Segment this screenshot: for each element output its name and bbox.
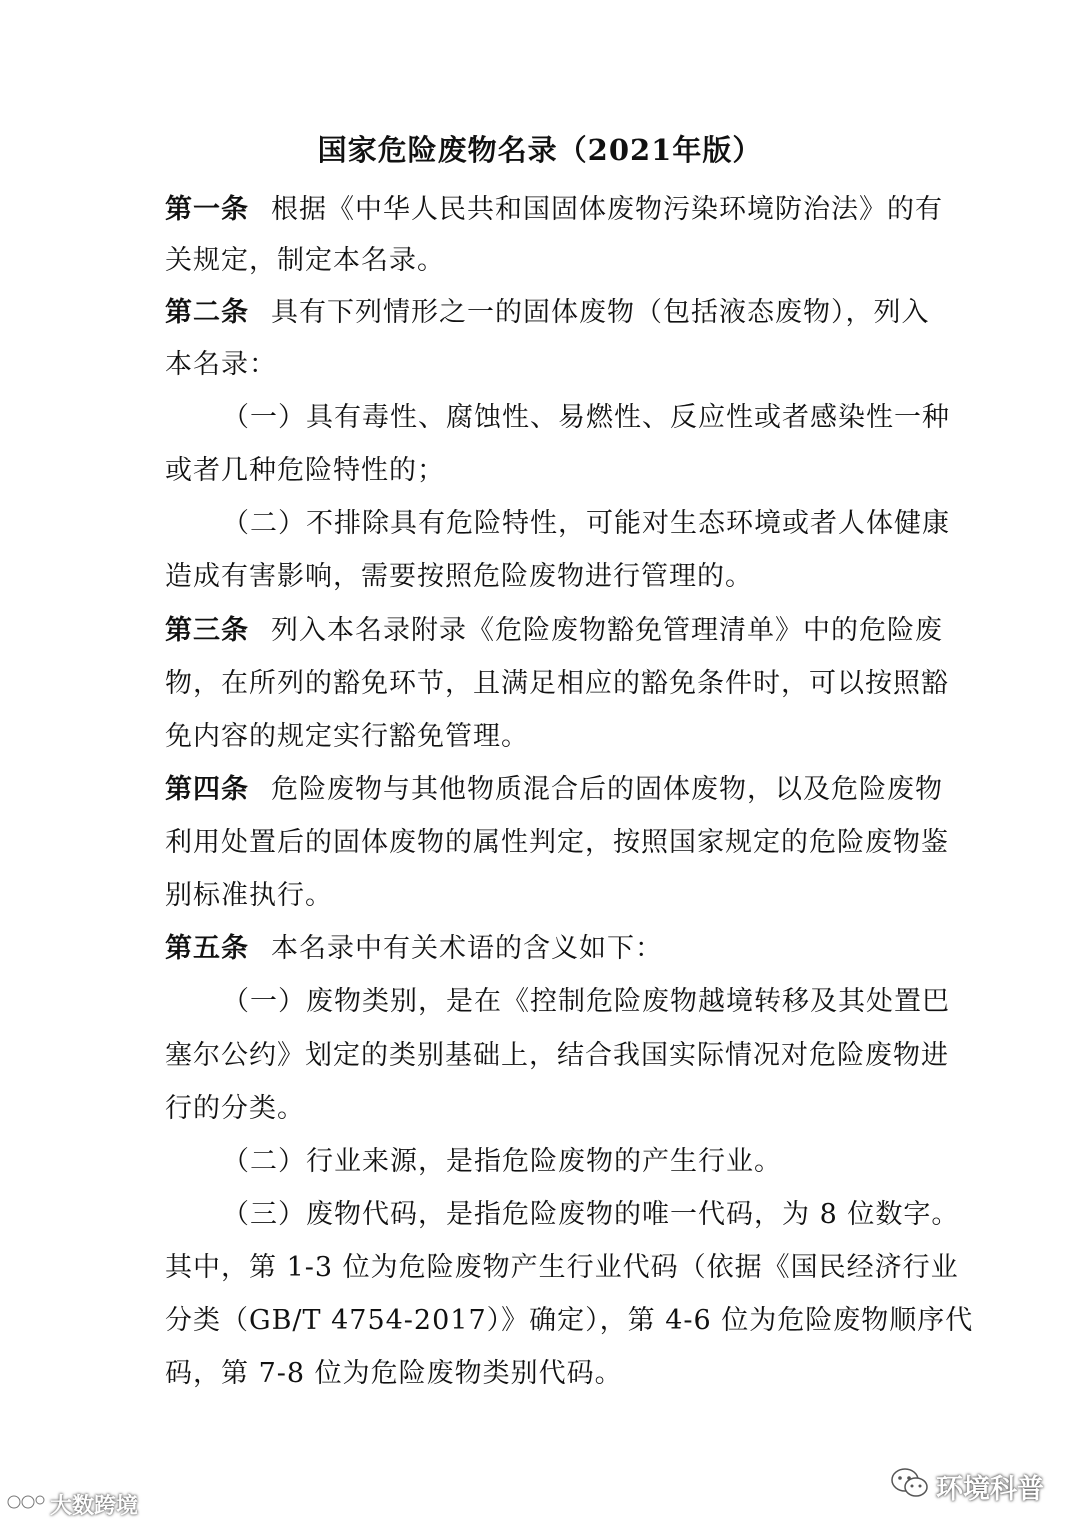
watermark-right [890, 1466, 1044, 1506]
article5-item1-line2: 塞尔公约》划定的类别基础上，结合我国实际情况对危险废物进 [165, 1040, 949, 1071]
article5-text1: 本名录中有关术语的含义如下： [271, 933, 663, 964]
article1-text1: 根据《中华人民共和国固体废物污染环境防治法》的有 [271, 194, 943, 225]
article2-text1: 具有下列情形之一的固体废物（包括液态废物），列入 [271, 297, 930, 328]
article5-label: 第五条 [165, 933, 249, 964]
article4-text1: 危险废物与其他物质混合后的固体废物，以及危险废物 [271, 774, 943, 805]
article1-label: 第一条 [165, 194, 249, 225]
watermark-left-text: 大数跨境 [50, 1493, 139, 1519]
article5-item1-line3: 行的分类。 [165, 1093, 305, 1124]
document-title: 国家危险废物名录（2021年版） [317, 133, 763, 167]
article2-item2-line2: 造成有害影响，需要按照危险废物进行管理的。 [165, 561, 753, 592]
article1-line1 [165, 190, 943, 230]
article5-item3-line1: （三）废物代码，是指危险废物的唯一代码，为 8 位数字。 [222, 1199, 960, 1230]
article5-line1 [165, 929, 663, 969]
article3-label: 第三条 [165, 615, 249, 646]
article1-text2: 关规定，制定本名录。 [165, 245, 445, 276]
article4-line1 [165, 770, 943, 810]
article5-item1-line1: （一）废物类别，是在《控制危险废物越境转移及其处置巴 [222, 986, 950, 1017]
logo-icon [6, 1488, 46, 1520]
article2-label: 第二条 [165, 297, 249, 328]
article2-item1-line1: （一）具有毒性、腐蚀性、易燃性、反应性或者感染性一种 [222, 402, 950, 433]
wechat-icon [890, 1466, 930, 1507]
article5-item2-line1: （二）行业来源，是指危险废物的产生行业。 [222, 1146, 782, 1177]
article5-item3-line3: 分类（GB/T 4754-2017）》确定），第 4-6 位为危险废物顺序代 [165, 1305, 974, 1336]
watermark-right-text: 环境科普 [936, 1473, 1044, 1505]
article2-item1-line2: 或者几种危险特性的； [165, 455, 445, 486]
article2-text2: 本名录： [165, 349, 277, 380]
article4-text3: 别标准执行。 [165, 880, 333, 911]
article4-text2: 利用处置后的固体废物的属性判定，按照国家规定的危险废物鉴 [165, 827, 949, 858]
article3-text3: 免内容的规定实行豁免管理。 [165, 721, 529, 752]
article3-text2: 物，在所列的豁免环节，且满足相应的豁免条件时，可以按照豁 [165, 668, 949, 699]
article3-text1: 列入本名录附录《危险废物豁免管理清单》中的危险废 [271, 615, 943, 646]
article5-item3-line4: 码，第 7-8 位为危险废物类别代码。 [165, 1358, 623, 1389]
article3-line1 [165, 611, 943, 651]
watermark-left [6, 1488, 138, 1520]
article5-item3-line2: 其中，第 1-3 位为危险废物产生行业代码（依据《国民经济行业 [165, 1252, 959, 1283]
article4-label: 第四条 [165, 774, 249, 805]
article2-item2-line1: （二）不排除具有危险特性，可能对生态环境或者人体健康 [222, 508, 950, 539]
article2-line1 [165, 293, 930, 333]
